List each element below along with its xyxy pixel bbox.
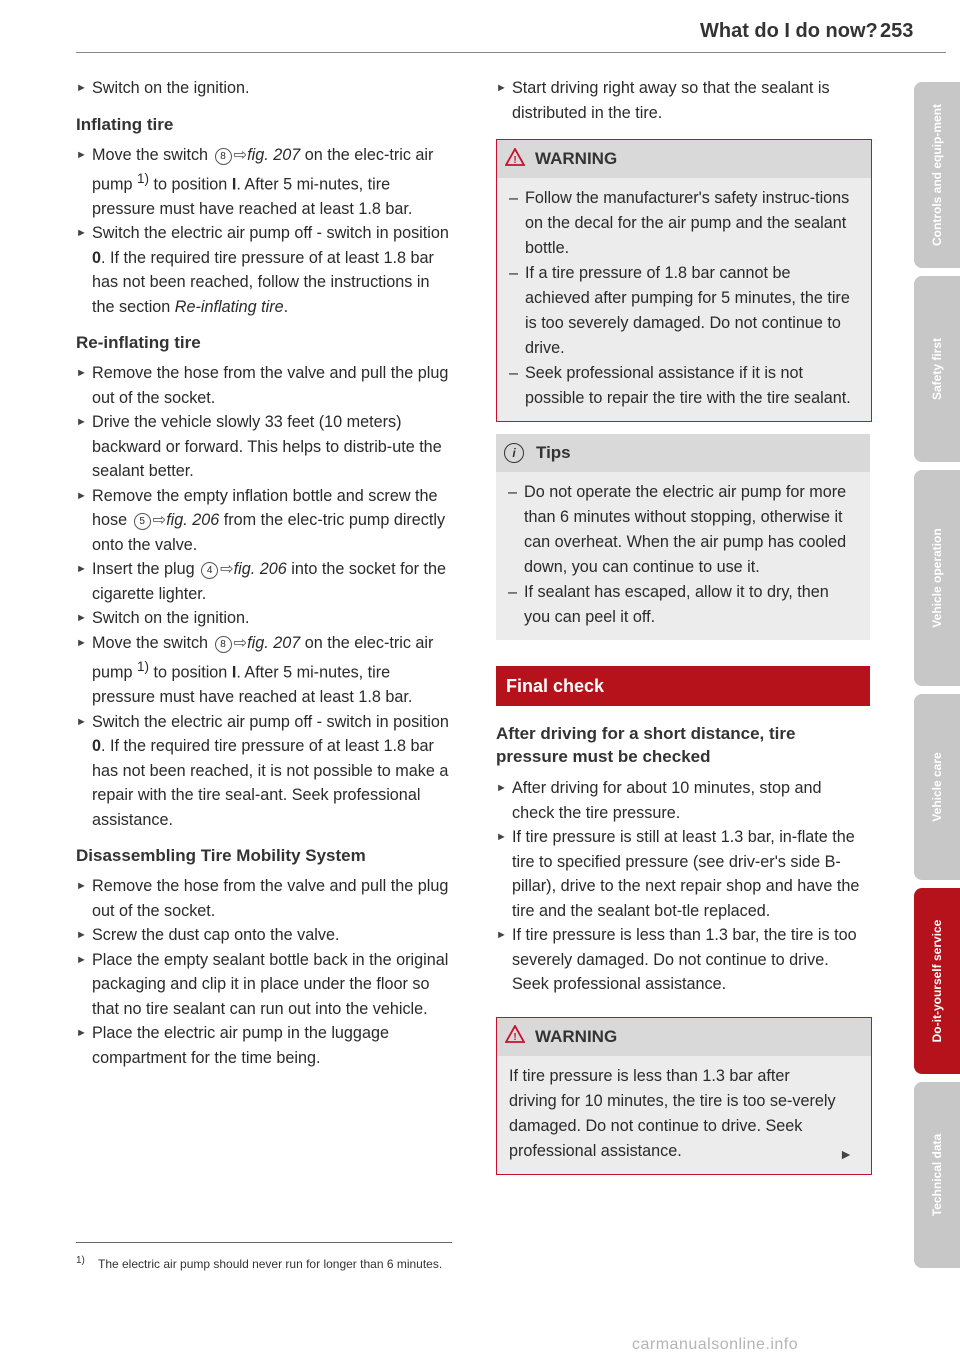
tips-header <box>496 434 870 472</box>
tab-controls-and-equipment[interactable]: Controls and equip-ment <box>914 82 960 268</box>
bullet-icon: ► <box>76 82 87 94</box>
step-item: ► Remove the empty inflation bottle and screw the hose 5 ⇨fig. 206 from the elec-tric pump directly onto the valve. <box>76 484 456 558</box>
step-item: ► Move the switch 8 ⇨fig. 207 on the elec-tric air pump $^{1)}$ to position I. After 5 mi-nutes, tire pressure must have reached at least 1.8 bar. <box>76 143 456 222</box>
tips-title: Tips <box>536 443 571 462</box>
warning-item: – If a tire pressure of 1.8 bar cannot be achieved after pumping for 5 minutes, the tire is too severely damaged. Do not continue to drive. <box>509 264 850 357</box>
footnote-number: 1) <box>76 1255 85 1266</box>
footnote-text: The electric air pump should never run for longer than 6 minutes. <box>98 1257 443 1271</box>
bullet-icon: ► <box>496 929 507 941</box>
step-item: ► Switch on the ignition. <box>76 76 456 101</box>
arrow-right-icon: ⇨ <box>233 145 248 164</box>
warning-box <box>496 139 872 422</box>
figure-reference: fig. 206 <box>233 560 287 579</box>
footnote <box>76 1255 456 1273</box>
header-title: What do I do now? <box>700 20 878 42</box>
bullet-icon: ► <box>76 612 87 625</box>
bullet-icon: ► <box>76 227 87 240</box>
bullet-icon: ► <box>76 929 87 942</box>
warning-icon <box>505 1025 525 1048</box>
bullet-icon: ► <box>76 636 87 649</box>
svg-text:!: ! <box>513 1032 517 1043</box>
warning-item: – Follow the manufacturer's safety instruc-tions on the decal for the air pump and the sealant bottle. <box>509 189 850 257</box>
step-item: ► After driving for about 10 minutes, stop and check the tire pressure. <box>496 776 868 825</box>
subsection-heading: After driving for a short distance, tire pressure must be checked <box>496 724 796 766</box>
bullet-icon: ► <box>496 82 507 94</box>
left-column <box>76 76 456 1070</box>
step-item: ► Place the empty sealant bottle back in the original packaging and clip it in place under the floor so that no tire sealant can run out into the vehicle. <box>76 948 456 1022</box>
continue-arrow-icon: ► <box>839 1145 853 1162</box>
warning-title: WARNING <box>535 149 618 168</box>
section-heading: Disassembling Tire Mobility System <box>76 846 366 866</box>
warning-title: WARNING <box>535 1026 618 1046</box>
bullet-icon: ► <box>76 880 87 893</box>
tab-technical-data[interactable]: Technical data <box>914 1082 960 1268</box>
warning-header <box>497 1018 871 1056</box>
step-item: ► Start driving right away so that the sealant is distributed in the tire. <box>496 76 868 125</box>
step-item: ► Switch the electric air pump off - switch in position 0. If the required tire pressure of at least 1.8 bar has not been reached, it is not possible to make a repair with the tire seal-ant. Seek professional assistance. <box>76 710 456 833</box>
bullet-icon: ► <box>76 1027 87 1040</box>
section-reference: Re-inflating tire <box>174 297 284 316</box>
warning-text: If tire pressure is less than 1.3 bar after driving for 10 minutes, the tire is too se-verely damaged. Do not continue to drive. Seek professional assistance. <box>509 1066 836 1160</box>
footnote-reference: 1) <box>137 659 150 675</box>
svg-text:!: ! <box>513 154 517 166</box>
tab-safety-first[interactable]: Safety first <box>914 276 960 462</box>
step-item: ► Drive the vehicle slowly 33 feet (10 meters) backward or forward. This helps to distrib-ute the sealant better. <box>76 410 456 484</box>
figure-reference: fig. 207 <box>247 145 301 164</box>
callout-number: 8 <box>215 636 232 653</box>
tip-item: – Do not operate the electric air pump for more than 6 minutes without stopping, otherwise it can overheat. When the air pump has cooled down, you can continue to use it. <box>508 483 847 576</box>
page-header <box>0 0 960 60</box>
tab-vehicle-care[interactable]: Vehicle care <box>914 694 960 880</box>
warning-body <box>497 1056 871 1174</box>
step-item: ► Switch on the ignition. <box>76 606 456 631</box>
step-item: ► If tire pressure is less than 1.3 bar, the tire is too severely damaged. Do not continue to drive. Seek professional assistance. <box>496 923 868 997</box>
arrow-right-icon: ⇨ <box>233 633 248 652</box>
bullet-icon: ► <box>76 953 87 966</box>
step-item: ► Screw the dust cap onto the valve. <box>76 923 456 948</box>
warning-item: – Seek professional assistance if it is not possible to repair the tire with the tire sealant. <box>509 364 851 407</box>
info-icon: i <box>504 443 524 463</box>
right-column <box>482 76 868 1175</box>
step-item: ► Insert the plug 4 ⇨fig. 206 into the socket for the cigarette lighter. <box>76 557 456 606</box>
arrow-right-icon: ⇨ <box>152 511 167 530</box>
tip-item: – If sealant has escaped, allow it to dry, then you can peel it off. <box>508 583 829 626</box>
warning-icon <box>505 148 525 171</box>
bullet-icon: ► <box>76 563 87 576</box>
callout-number: 4 <box>201 562 218 579</box>
final-check-banner: Final check <box>496 666 870 706</box>
step-item: ► Place the electric air pump in the luggage compartment for the time being. <box>76 1021 456 1070</box>
bullet-icon: ► <box>76 367 87 380</box>
callout-number: 8 <box>215 148 232 165</box>
bullet-icon: ► <box>76 148 87 161</box>
step-item: ► Move the switch 8 ⇨fig. 207 on the elec-tric air pump $^{1)}$ to position I. After 5 mi-nutes, tire pressure must have reached at least 1.8 bar. <box>76 631 456 710</box>
header-divider <box>76 52 946 53</box>
tab-vehicle-operation[interactable]: Vehicle operation <box>914 470 960 686</box>
final-check-steps <box>496 776 868 997</box>
warning-header <box>497 140 871 178</box>
bullet-icon: ► <box>76 489 87 502</box>
section-heading: Inflating tire <box>76 114 174 134</box>
warning-body <box>497 178 871 421</box>
footnote-divider <box>76 1242 452 1243</box>
callout-number: 5 <box>134 513 151 530</box>
step-item: ► Remove the hose from the valve and pull the plug out of the socket. <box>76 874 456 923</box>
step-item: ► Remove the hose from the valve and pull the plug out of the socket. <box>76 361 456 410</box>
step-item: ► Switch the electric air pump off - switch in position 0. If the required tire pressure of at least 1.8 bar has not been reached, follow the instructions in the section Re-inflating tire. <box>76 221 456 319</box>
step-item: ► If tire pressure is still at least 1.3 bar, in-flate the tire to specified pressure (see driv-er's side B-pillar), drive to the next repair shop and have the tire and the sealant bot-tle replaced. <box>496 825 868 923</box>
bullet-icon: ► <box>496 782 507 794</box>
tab-do-it-yourself-service[interactable]: Do-it-yourself service <box>914 888 960 1074</box>
tips-body <box>496 472 870 640</box>
figure-reference: fig. 206 <box>166 511 220 530</box>
footnote-reference: 1) <box>137 171 150 186</box>
watermark: carmanualsonline.info <box>632 1336 799 1353</box>
warning-box <box>496 1017 872 1175</box>
tips-box <box>496 434 870 640</box>
bullet-icon: ► <box>496 831 507 843</box>
figure-reference: fig. 207 <box>247 633 301 652</box>
page-number: 253 <box>880 20 914 42</box>
bullet-icon: ► <box>76 715 87 728</box>
section-heading: Re-inflating tire <box>76 333 201 353</box>
arrow-right-icon: ⇨ <box>220 560 234 579</box>
bullet-icon: ► <box>76 416 87 429</box>
